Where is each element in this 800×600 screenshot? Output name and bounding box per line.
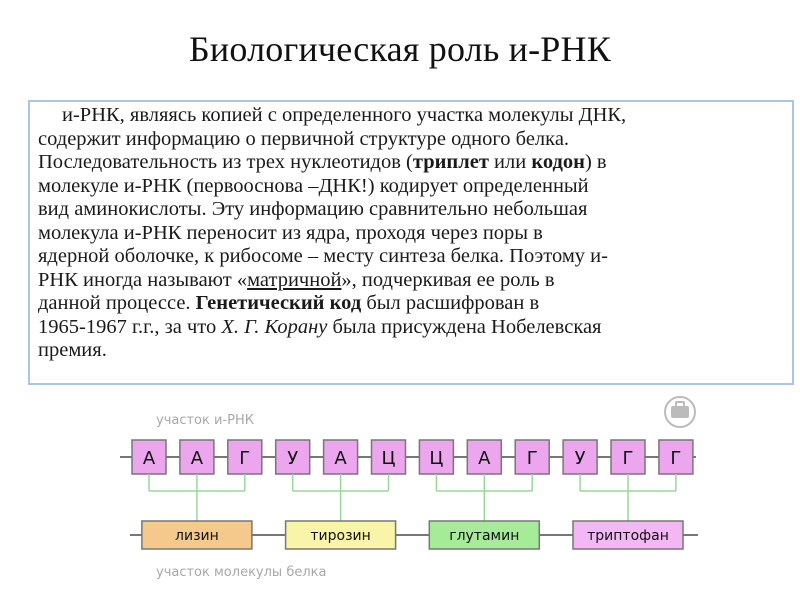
term-matrix: матричной [247,268,342,291]
amino-acid-label: лизин [175,528,219,544]
amino-acid-label: триптофан [587,528,669,544]
codon-brackets [149,474,676,521]
text-span: данной процессе. [38,292,196,314]
text-span: РНК иногда называют « [38,268,248,291]
amino-acid-label: глутамин [449,528,520,544]
nucleotide-letter: У [287,448,299,469]
text-span: молекуле и-РНК (первооснова –ДНК!) кодирует определенный [38,174,589,197]
text-span: Последовательность из трех нуклеотидов ( [38,151,413,173]
text-span: содержит информацию о первичной структуре одного белка. [38,127,570,150]
text-span: », подчеркивая ее роль в [341,268,555,291]
text-span: ) в [584,151,607,173]
nucleotide-letter: А [190,448,204,469]
text-span: или [488,151,532,173]
nucleotide-letter: А [142,448,156,469]
text-span: была присуждена Нобелевская [327,315,602,338]
protein-label: участок молекулы белка [156,565,327,580]
text-span: и-РНК, являясь копией с определенного участка молекулы ДНК, [62,104,627,126]
text-span: 1965-1967 г.г., за что [38,315,222,338]
nucleotide-letter: А [478,448,491,469]
briefcase-icon [665,397,695,427]
nucleotide-letter: Ц [429,448,444,469]
text-span: молекула и-РНК переносит из ядра, проходя через поры в [38,221,543,244]
slide-title: Биологическая роль и-РНК [189,29,611,69]
amino-acid-label: тирозин [310,528,371,544]
nucleotide-letter: Г [526,448,538,469]
text-span: ядерной оболочке, к рибосоме – месту синтеза белка. Поэтому и- [38,245,608,267]
term-genetic-code: Генетический код [195,292,362,314]
nucleotide-letter: А [334,448,347,469]
mrna-label: участок и-РНК [156,413,254,428]
term-codon: кодон [531,151,585,173]
nucleotide-letter: У [574,448,586,469]
nucleotide-letter: Г [239,448,251,469]
text-span: премия. [38,339,107,361]
nucleotide-letter: Г [670,448,682,469]
nucleotide-letter: Ц [381,448,396,469]
text-span: был расшифрован в [361,292,540,314]
nucleotide-letter: Г [622,448,634,469]
text-span: вид аминокислоты. Эту информацию сравнительно небольшая [38,198,588,220]
name-korana: Х. Г. Корану [221,315,328,338]
term-triplet: триплет [412,151,489,173]
